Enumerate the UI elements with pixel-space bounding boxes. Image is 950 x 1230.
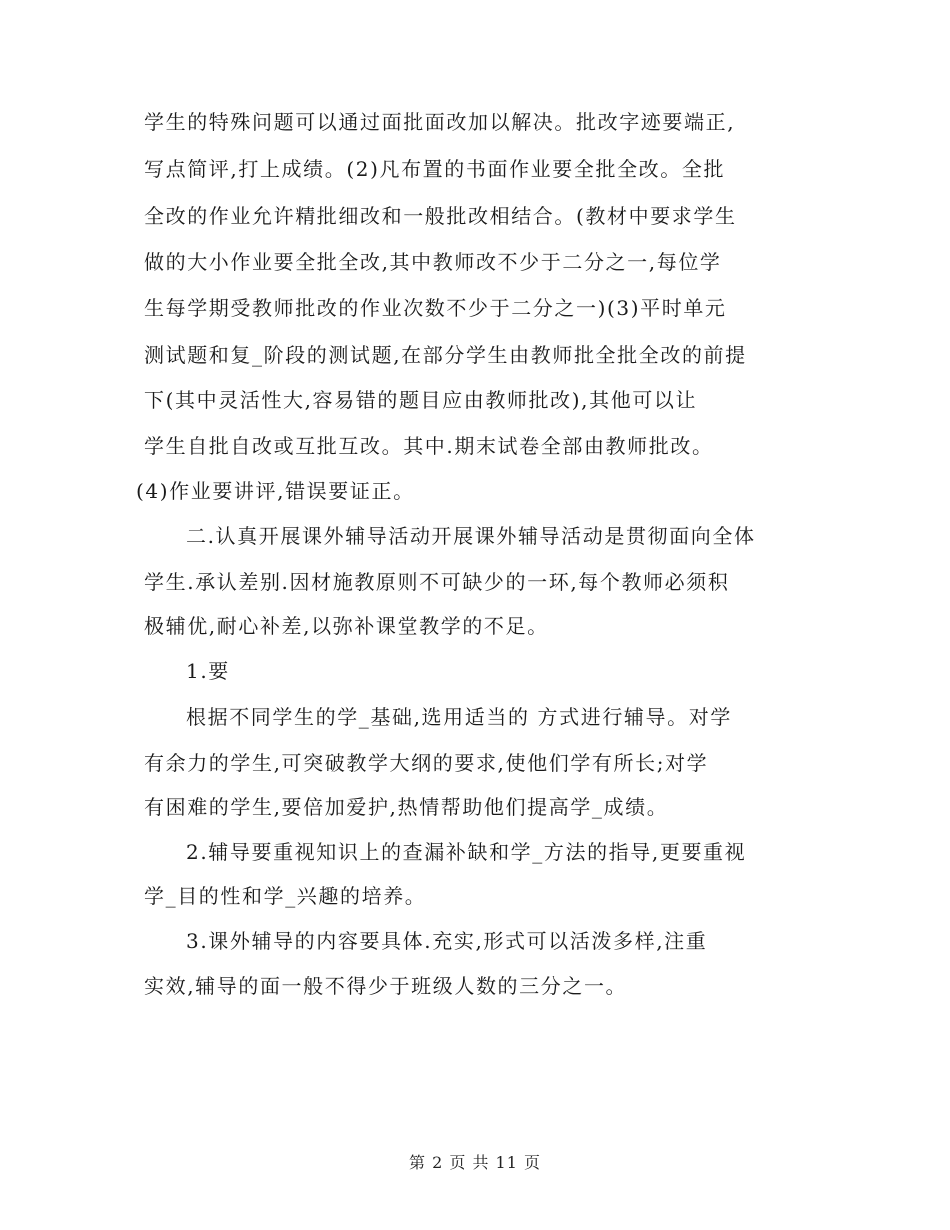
text-line-10: 二.认真开展课外辅导活动开展课外辅导活动是贯彻面向全体 <box>186 524 756 548</box>
text-line-15: 有余力的学生,可突破教学大纲的要求,使他们学有所长;对学 <box>144 751 709 775</box>
text-line-13: 1.要 <box>186 659 230 683</box>
text-line-5: 生每学期受教师批改的作业次数不少于二分之一)(3)平时单元 <box>144 296 727 320</box>
text-line-16: 有困难的学生,要倍加爱护,热情帮助他们提高学_成绩。 <box>144 795 669 819</box>
text-line-3: 全改的作业允许精批细改和一般批改相结合。(教材中要求学生 <box>144 204 737 228</box>
text-line-8: 学生自批自改或互批互改。其中.期末试卷全部由教师批改。 <box>144 434 714 458</box>
text-line-2: 写点简评,打上成绩。(2)凡布置的书面作业要全批全改。全批 <box>144 157 726 181</box>
text-line-6: 测试题和复_阶段的测试题,在部分学生由教师批全批全改的前提 <box>144 343 747 367</box>
text-line-1: 学生的特殊问题可以通过面批面改加以解决。批改字迹要端正, <box>144 110 736 134</box>
text-line-4: 做的大小作业要全批全改,其中教师改不少于二分之一,每位学 <box>144 250 722 274</box>
text-line-11: 学生.承认差别.因材施教原则不可缺少的一环,每个教师必须积 <box>144 570 730 594</box>
text-line-7: 下(其中灵活性大,容易错的题目应由教师批改),其他可以让 <box>144 388 698 412</box>
text-line-18: 学_目的性和学_兴趣的培养。 <box>144 884 427 908</box>
text-line-20: 实效,辅导的面一般不得少于班级人数的三分之一。 <box>144 974 628 998</box>
text-line-14: 根据不同学生的学_基础,选用适当的 方式进行辅导。对学 <box>186 705 732 729</box>
page-number-footer: 第 2 页 共 11 页 <box>409 1153 541 1172</box>
text-line-12: 极辅优,耐心补差,以弥补课堂教学的不足。 <box>144 614 549 638</box>
text-line-19: 3.课外辅导的内容要具体.充实,形式可以活泼多样,注重 <box>186 929 708 953</box>
text-line-9: (4)作业要讲评,错误要证正。 <box>136 479 415 503</box>
text-line-17: 2.辅导要重视知识上的查漏补缺和学_方法的指导,更要重视 <box>186 840 747 864</box>
